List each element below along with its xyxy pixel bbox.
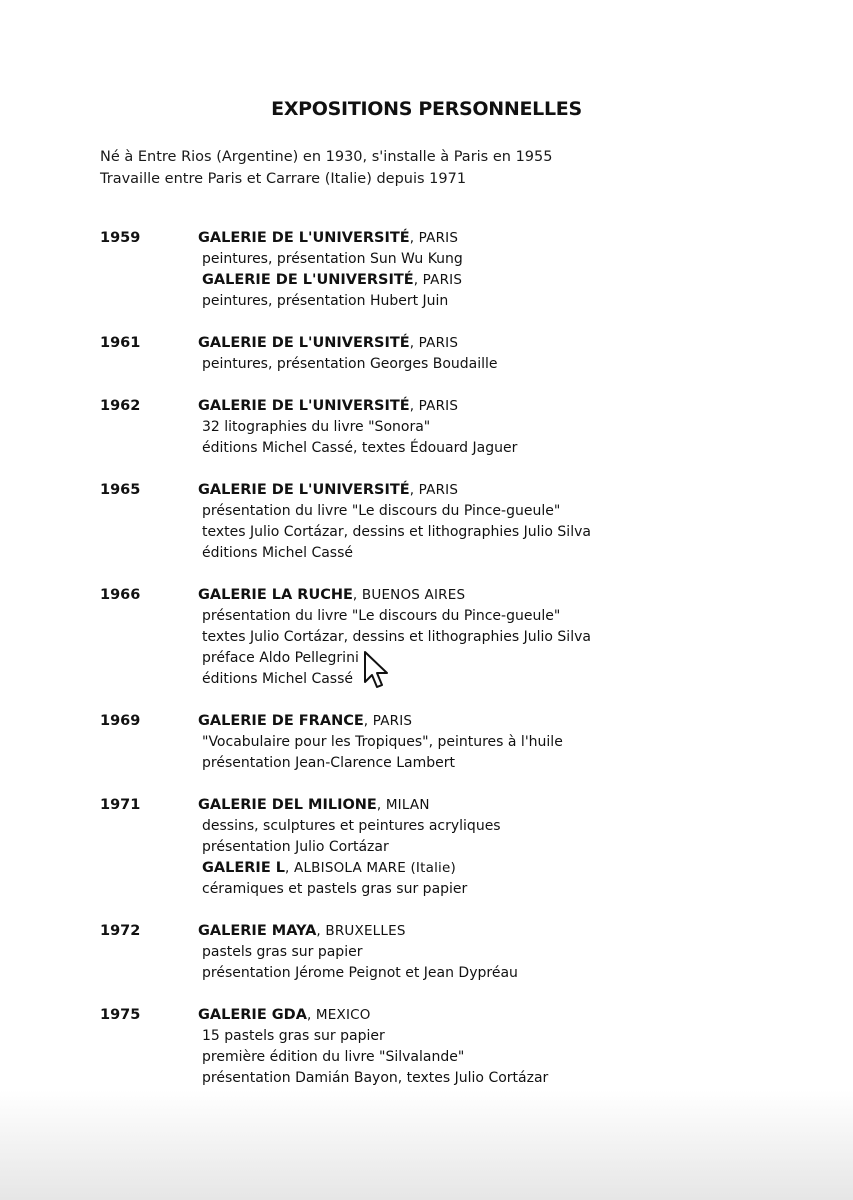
detail-line: première édition du livre "Silvalande"	[202, 1049, 465, 1065]
detail-line: présentation Julio Cortázar	[202, 839, 389, 855]
intro-line: Né à Entre Rios (Argentine) en 1930, s'installe à Paris en 1955	[100, 149, 553, 165]
detail-line: éditions Michel Cassé	[202, 671, 353, 687]
gallery-line	[198, 1005, 800, 1026]
exhibition-entry	[100, 228, 800, 312]
exhibition-entry	[100, 1005, 800, 1089]
exhibition-year: 1962	[100, 398, 141, 414]
gallery-name: GALERIE DE L'UNIVERSITÉ	[198, 335, 410, 351]
gallery-place: , PARIS	[413, 272, 463, 288]
detail-line: présentation Jérome Peignot et Jean Dypréau	[202, 965, 518, 981]
detail-line: présentation Damián Bayon, textes Julio Cortázar	[202, 1070, 549, 1086]
detail-line: 15 pastels gras sur papier	[202, 1028, 385, 1044]
exhibition-year: 1969	[100, 713, 141, 729]
exhibition-year: 1972	[100, 923, 141, 939]
exhibition-details	[198, 585, 800, 690]
gallery-name: GALERIE DE FRANCE	[198, 713, 364, 729]
detail-line: présentation du livre "Le discours du Pince-gueule"	[202, 608, 561, 624]
intro-line: Travaille entre Paris et Carrare (Italie) depuis 1971	[100, 171, 467, 187]
exhibition-entry	[100, 795, 800, 900]
exhibition-details	[198, 921, 800, 984]
exhibition-entry	[100, 711, 800, 774]
gallery-name: GALERIE LA RUCHE	[198, 587, 353, 603]
gallery-line	[198, 396, 800, 417]
exhibition-year: 1966	[100, 587, 141, 603]
detail-line: céramiques et pastels gras sur papier	[202, 881, 468, 897]
gallery-line	[198, 795, 800, 816]
gallery-name: GALERIE DEL MILIONE	[198, 797, 377, 813]
detail-line: peintures, présentation Sun Wu Kung	[202, 251, 463, 267]
detail-line: pastels gras sur papier	[202, 944, 363, 960]
detail-line: dessins, sculptures et peintures acryliques	[202, 818, 501, 834]
exhibition-year: 1971	[100, 797, 141, 813]
gallery-line	[198, 921, 800, 942]
gallery-name: GALERIE GDA	[198, 1007, 307, 1023]
detail-line: textes Julio Cortázar, dessins et lithographies Julio Silva	[202, 629, 591, 645]
gallery-place: , BRUXELLES	[316, 923, 406, 939]
exhibition-year: 1965	[100, 482, 141, 498]
gallery-name: GALERIE DE L'UNIVERSITÉ	[198, 398, 410, 414]
gallery-place: , PARIS	[363, 713, 413, 729]
gallery-name: GALERIE DE L'UNIVERSITÉ	[198, 230, 410, 246]
gallery-line	[198, 228, 800, 249]
exhibition-details	[198, 795, 800, 900]
exhibition-year: 1961	[100, 335, 141, 351]
detail-line: "Vocabulaire pour les Tropiques", peintures à l'huile	[202, 734, 563, 750]
gallery-line	[198, 270, 800, 291]
exhibition-year: 1959	[100, 230, 141, 246]
exhibition-details	[198, 396, 800, 459]
gallery-name: GALERIE L	[202, 860, 286, 876]
page-title: EXPOSITIONS PERSONNELLES	[271, 98, 582, 120]
exhibition-entry	[100, 396, 800, 459]
gallery-place: , PARIS	[409, 482, 459, 498]
detail-line: peintures, présentation Georges Boudaille	[202, 356, 498, 372]
gallery-place: , PARIS	[409, 398, 459, 414]
detail-line: 32 litographies du livre "Sonora"	[202, 419, 431, 435]
gallery-line	[198, 711, 800, 732]
gallery-place: , PARIS	[409, 230, 459, 246]
detail-line: présentation du livre "Le discours du Pince-gueule"	[202, 503, 561, 519]
exhibition-details	[198, 480, 800, 564]
mouse-pointer-icon	[362, 650, 390, 692]
detail-line: présentation Jean-Clarence Lambert	[202, 755, 456, 771]
detail-line: préface Aldo Pellegrini	[202, 650, 359, 666]
exhibition-entry	[100, 333, 800, 375]
exhibition-list	[100, 228, 800, 1089]
detail-line: éditions Michel Cassé, textes Édouard Jaguer	[202, 440, 518, 456]
exhibition-details	[198, 711, 800, 774]
gallery-line	[198, 480, 800, 501]
gallery-place: , PARIS	[409, 335, 459, 351]
gallery-place: , MILAN	[376, 797, 430, 813]
exhibition-entry	[100, 585, 800, 690]
intro-text	[100, 146, 552, 190]
exhibition-details	[198, 333, 800, 375]
gallery-name: GALERIE DE L'UNIVERSITÉ	[202, 272, 414, 288]
gallery-line	[198, 585, 800, 606]
gallery-place: , ALBISOLA MARE (Italie)	[285, 860, 456, 876]
exhibition-details	[198, 1005, 800, 1089]
exhibition-year: 1975	[100, 1007, 141, 1023]
bottom-shadow	[0, 1090, 853, 1200]
detail-line: éditions Michel Cassé	[202, 545, 353, 561]
gallery-line	[198, 858, 800, 879]
detail-line: peintures, présentation Hubert Juin	[202, 293, 449, 309]
exhibition-entry	[100, 921, 800, 984]
exhibition-entry	[100, 480, 800, 564]
gallery-name: GALERIE DE L'UNIVERSITÉ	[198, 482, 410, 498]
exhibition-details	[198, 228, 800, 312]
detail-line: textes Julio Cortázar, dessins et lithographies Julio Silva	[202, 524, 591, 540]
gallery-line	[198, 333, 800, 354]
gallery-name: GALERIE MAYA	[198, 923, 317, 939]
gallery-place: , BUENOS AIRES	[352, 587, 466, 603]
gallery-place: , MEXICO	[306, 1007, 371, 1023]
